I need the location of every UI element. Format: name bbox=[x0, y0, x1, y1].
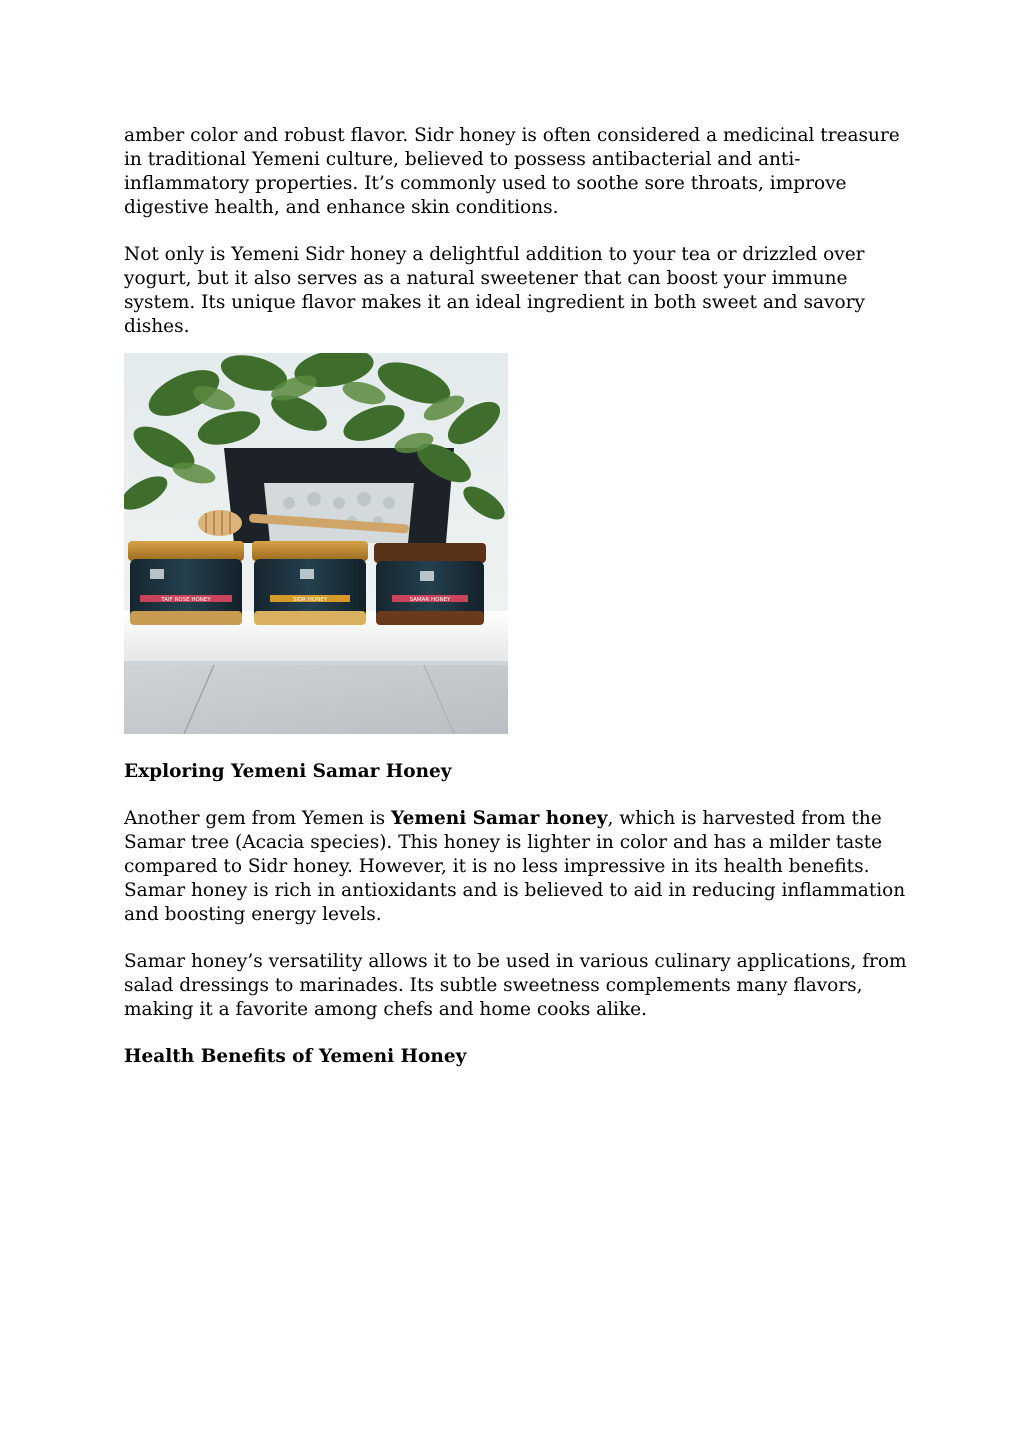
jar-samar bbox=[374, 543, 486, 625]
samar-description-paragraph bbox=[124, 807, 914, 927]
jar-taif-rose bbox=[128, 541, 244, 625]
samar-usage-paragraph: Samar honey’s versatility allows it to be used in various culinary applications, from salad dressings to marinades. Its subtle sweetness complements many flavors, making it a favorite among chefs and home cooks alike. bbox=[124, 951, 907, 1020]
jar-sidr bbox=[252, 541, 368, 625]
health-benefits-heading: Health Benefits of Yemeni Honey bbox=[124, 1046, 467, 1067]
svg-text:SAMAR HONEY: SAMAR HONEY bbox=[409, 597, 451, 603]
sidr-usage-paragraph: Not only is Yemeni Sidr honey a delightful addition to your tea or drizzled over yogurt, but it also serves as a natural sweetener that can boost your immune system. Its unique flavor makes it an ideal ingredient in both sweet and savory dishes. bbox=[124, 244, 865, 337]
samar-text-pre: Another gem from Yemen is bbox=[124, 808, 392, 829]
svg-text:SIDR HONEY: SIDR HONEY bbox=[292, 597, 328, 603]
document-page bbox=[124, 124, 914, 1069]
samar-text-post: , which is harvested from the Samar tree (Acacia species). This honey is lighter in color and has a milder taste compared to Sidr honey. However, it is no less impressive in its health benefits. Samar honey is rich in antioxidants and is believed to aid in reducing inflammation and boosting energy levels. bbox=[124, 808, 906, 925]
samar-honey-heading: Exploring Yemeni Samar Honey bbox=[124, 761, 452, 782]
samar-honey-bold: Yemeni Samar honey bbox=[391, 808, 608, 829]
sidr-description-paragraph: amber color and robust flavor. Sidr honey is often considered a medicinal treasure in traditional Yemeni culture, believed to possess antibacterial and anti-inflammatory properties. It’s commonly used to soothe sore throats, improve digestive health, and enhance skin conditions. bbox=[124, 125, 900, 218]
svg-text:TAIF ROSE HONEY: TAIF ROSE HONEY bbox=[161, 597, 211, 603]
honey-jars-photo bbox=[124, 353, 508, 734]
